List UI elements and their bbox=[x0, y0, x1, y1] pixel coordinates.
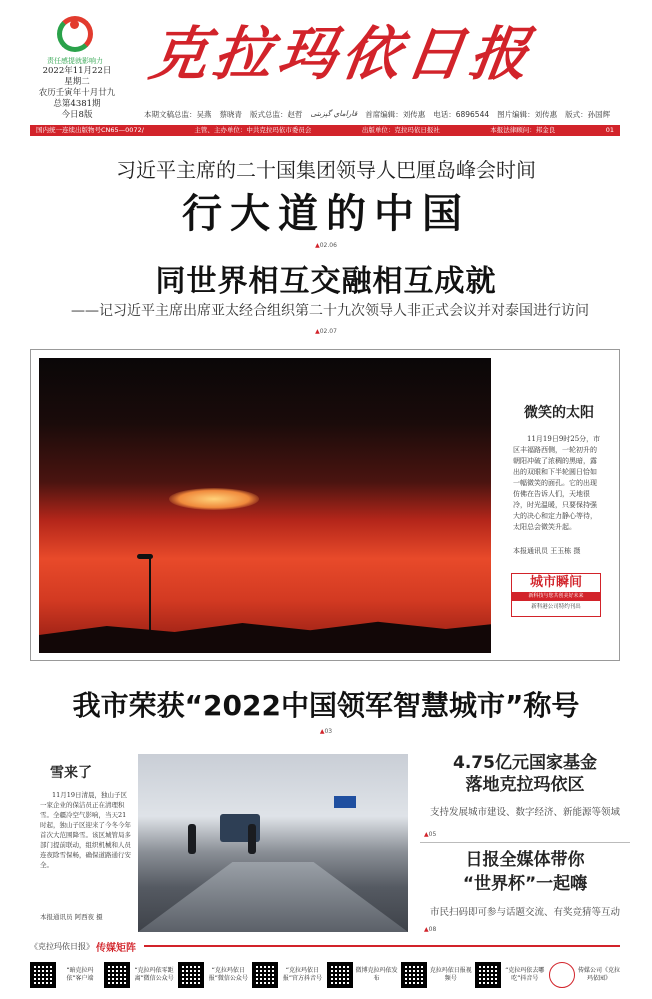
brand-icon bbox=[57, 16, 93, 52]
snow-text: 11月19日清晨，独山子区一家企业的保洁员正在清理积雪。全疆冷空气影响，当天21时起，独山子区迎来了今冬今年首次大范围降雪。该区城管局多部门提前联动，组织机械和人员连夜除雪保畅，确保道路通行安全。 bbox=[40, 791, 131, 869]
qr-code-icon[interactable] bbox=[178, 962, 204, 988]
qr-item[interactable]: “克拉玛依日报”官方抖音号 bbox=[252, 958, 323, 992]
qr-item[interactable]: 克拉玛依日报视频号 bbox=[401, 958, 472, 992]
qr-code-row bbox=[30, 958, 620, 992]
street-lamp-head bbox=[137, 554, 153, 559]
credits-line bbox=[144, 109, 644, 120]
publication-number: 国内统一连续出版物号CN65—0072/ bbox=[36, 126, 144, 134]
publication-sponsor: 主管、主办单位：中共克拉玛依市委员会 bbox=[194, 126, 312, 134]
person-shape bbox=[188, 824, 196, 854]
page-count: 今日8版 bbox=[61, 110, 93, 120]
qr-code-icon[interactable] bbox=[475, 962, 501, 988]
qr-item[interactable]: “克拉玛依日报”微信公众号 bbox=[178, 958, 249, 992]
triangle-icon: ▲ bbox=[315, 242, 320, 249]
worldcup-summary: 市民扫码即可参与话题交流、有奖竞猜等互动 bbox=[429, 907, 620, 918]
city-moment-badge bbox=[511, 573, 601, 617]
publication-publisher: 出版单位：克拉玛依日报社 bbox=[361, 126, 440, 134]
credit-layout-director: 版式总监：赵哲 bbox=[250, 110, 303, 119]
issue-number: 总第4381期 bbox=[53, 99, 101, 109]
lunar-date: 农历壬寅年十月廿九 bbox=[38, 88, 116, 98]
masthead-title: 克拉玛依日报 bbox=[145, 20, 539, 88]
matrix-label: 《克拉玛依日报》 bbox=[30, 941, 94, 951]
credit-photo-editor: 图片编辑：刘传惠 bbox=[497, 110, 558, 119]
snow-photo bbox=[138, 754, 408, 932]
second-subhead: ——记习近平主席出席亚太经合组织第二十九次领导人非正式会议并对泰国进行访问 bbox=[71, 303, 589, 319]
issue-date: 2022年11月22日 bbox=[42, 66, 112, 76]
credit-phone: 电话：6896544 bbox=[433, 110, 490, 119]
lead-page-ref[interactable]: ▲02.06 bbox=[315, 242, 337, 249]
dateline bbox=[30, 66, 124, 121]
badge-strip: 新科技与您共创美好未来 bbox=[512, 592, 600, 601]
smart-city-headline[interactable]: 我市荣获“2022中国领军智慧城市”称号 bbox=[72, 689, 580, 722]
lead-headline[interactable]: 行大道的中国 bbox=[182, 191, 470, 237]
qr-code-icon[interactable] bbox=[252, 962, 278, 988]
snow-story bbox=[30, 754, 408, 932]
person-shape bbox=[248, 824, 256, 854]
credit-chief-editor: 首席编辑：刘传惠 bbox=[365, 110, 426, 119]
photo-feature bbox=[30, 349, 620, 661]
uyghur-title: قاراماي گېزىتى bbox=[310, 109, 358, 118]
street-lamp-pole bbox=[149, 558, 151, 638]
fund-headline[interactable]: 4.75亿元国家基金 落地克拉玛依区 bbox=[453, 753, 597, 795]
fund-page-ref[interactable]: ▲05 bbox=[424, 831, 437, 838]
qr-item[interactable]: “暗克拉玛依”客户端 bbox=[30, 958, 101, 992]
logo-caption: 责任感提就影响力 bbox=[47, 57, 103, 65]
triangle-icon: ▲ bbox=[424, 926, 429, 933]
sunset-photo bbox=[39, 358, 491, 653]
lead-kicker: 习近平主席的二十国集团领导人巴厘岛峰会时间 bbox=[116, 158, 536, 182]
second-page-ref[interactable]: ▲02.07 bbox=[315, 328, 337, 335]
credit-editors: 蔡晓青 bbox=[219, 110, 242, 119]
photo-feature-title: 微笑的太阳 bbox=[524, 405, 594, 421]
qr-code-icon[interactable] bbox=[327, 962, 353, 988]
photo-feature-text: 11月19日9时25分，市区丰福路西侧，一轮初升的朝阳冲破了浓稠的黑暗，露出的双眼和下半轮圆日恰如一幅微笑的面孔。它的出现仿佛在告诉人们，天地很冷，时光温暖，只要保持强大的决心和定力静心等待，太阳总会微笑升起。 bbox=[513, 435, 601, 531]
credit-designer: 版式：孙国辉 bbox=[565, 110, 611, 119]
issue-weekday: 星期二 bbox=[64, 77, 90, 87]
media-matrix-bar bbox=[30, 940, 620, 952]
qr-code-icon[interactable] bbox=[401, 962, 427, 988]
divider bbox=[420, 842, 630, 843]
company-logo-icon bbox=[549, 962, 575, 988]
worldcup-headline[interactable]: 日报全媒体带你 “世界杯”一起嗨 bbox=[462, 850, 588, 894]
fund-summary: 支持发展城市建设、数字经济、新能源等领域 bbox=[429, 807, 620, 818]
triangle-icon: ▲ bbox=[319, 728, 325, 735]
road-shape bbox=[138, 862, 408, 932]
smart-city-page-ref[interactable]: ▲03 bbox=[319, 728, 333, 735]
badge-title: 城市瞬间 bbox=[529, 575, 582, 590]
qr-item[interactable]: “克拉玛依去哪吃”抖音号 bbox=[475, 958, 546, 992]
sun-shape bbox=[169, 488, 259, 510]
matrix-title: 传媒矩阵 bbox=[96, 942, 136, 954]
qr-item[interactable]: 传媒公司《克拉玛依园》 bbox=[549, 958, 620, 992]
newspaper-logo bbox=[30, 16, 120, 66]
qr-code-icon[interactable] bbox=[30, 962, 56, 988]
publication-info-bar bbox=[30, 125, 620, 136]
triangle-icon: ▲ bbox=[424, 831, 429, 838]
worldcup-page-ref[interactable]: ▲08 bbox=[424, 926, 437, 933]
matrix-rule bbox=[144, 945, 620, 947]
triangle-icon: ▲ bbox=[315, 328, 320, 335]
qr-code-icon[interactable] bbox=[104, 962, 130, 988]
credit-editor-in-chief: 本期文稿总监：吴燕 bbox=[144, 110, 212, 119]
tree-silhouette bbox=[39, 593, 491, 653]
snow-title: 雪来了 bbox=[50, 765, 92, 781]
publication-legal: 本报法律顾问：邦金良 bbox=[490, 126, 556, 134]
photo-feature-credit: 本报通讯员 王玉栋 摄 bbox=[513, 547, 581, 555]
qr-item[interactable]: 微博克拉玛依发布 bbox=[327, 958, 398, 992]
page-number: 01 bbox=[605, 126, 614, 134]
badge-foot: 新科港公司特约刊出 bbox=[531, 604, 581, 610]
second-headline[interactable]: 同世界相互交融相互成就 bbox=[155, 264, 497, 299]
road-sign-shape bbox=[334, 796, 356, 808]
snow-credit: 本报通讯员 阿西夜 摄 bbox=[40, 913, 103, 921]
qr-item[interactable]: “克拉玛依零距离”微信公众号 bbox=[104, 958, 175, 992]
